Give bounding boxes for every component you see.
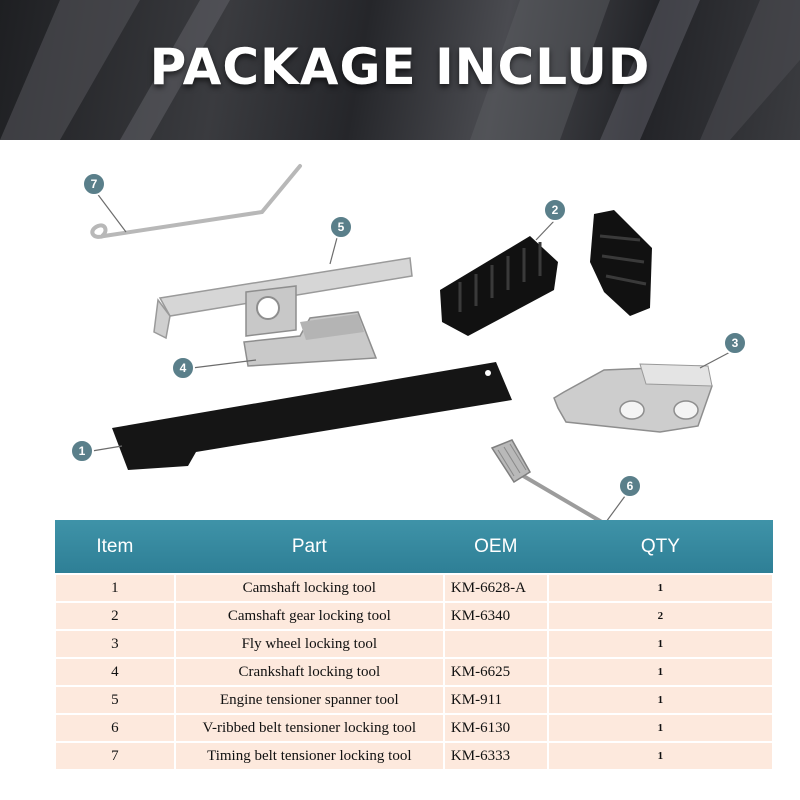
cell-qty: 1	[548, 630, 773, 658]
column-header-oem: OEM	[444, 520, 548, 574]
banner-title: PACKAGE INCLUD	[149, 38, 651, 96]
cell-qty: 1	[548, 574, 773, 602]
cell-part: Crankshaft locking tool	[175, 658, 444, 686]
table-row	[55, 714, 773, 742]
cell-oem: KM-6333	[444, 742, 548, 770]
callout-3	[724, 332, 746, 354]
cell-item: 4	[55, 658, 175, 686]
cell-item: 5	[55, 686, 175, 714]
camshaft-locking-tool-image	[112, 362, 512, 470]
cell-oem: KM-6130	[444, 714, 548, 742]
cell-part: Camshaft gear locking tool	[175, 602, 444, 630]
cell-part: Timing belt tensioner locking tool	[175, 742, 444, 770]
cell-oem: KM-911	[444, 686, 548, 714]
cell-item: 1	[55, 574, 175, 602]
cell-qty: 2	[548, 602, 773, 630]
column-header-item: Item	[55, 520, 175, 574]
cell-qty: 1	[548, 714, 773, 742]
engine-tensioner-spanner-tool-image	[154, 258, 412, 338]
cell-part: Fly wheel locking tool	[175, 630, 444, 658]
cell-item: 7	[55, 742, 175, 770]
cell-oem: KM-6628-A	[444, 574, 548, 602]
cell-oem: KM-6625	[444, 658, 548, 686]
cell-qty: 1	[548, 686, 773, 714]
table-header-row	[55, 520, 773, 574]
v-ribbed-belt-tensioner-locking-tool-image	[492, 440, 612, 520]
svg-text:6: 6	[626, 479, 634, 493]
callout-4	[172, 357, 194, 379]
callout-1	[71, 440, 93, 462]
column-header-part: Part	[175, 520, 444, 574]
callout-2	[544, 199, 566, 221]
svg-text:4: 4	[179, 361, 187, 375]
tools-illustration	[0, 140, 800, 520]
table-row	[55, 574, 773, 602]
cell-item: 3	[55, 630, 175, 658]
cell-part: Engine tensioner spanner tool	[175, 686, 444, 714]
svg-text:7: 7	[90, 177, 98, 191]
cell-qty: 1	[548, 658, 773, 686]
header-banner	[0, 0, 800, 140]
svg-text:5: 5	[337, 220, 345, 234]
cell-item: 2	[55, 602, 175, 630]
timing-belt-tensioner-locking-tool-image	[92, 166, 300, 237]
cell-part: V-ribbed belt tensioner locking tool	[175, 714, 444, 742]
table-row	[55, 602, 773, 630]
table-row	[55, 658, 773, 686]
callout-6	[619, 475, 641, 497]
table-row	[55, 742, 773, 770]
column-header-qty: QTY	[548, 520, 773, 574]
svg-text:1: 1	[78, 444, 86, 458]
cell-oem	[444, 630, 548, 658]
callout-5	[330, 216, 352, 238]
svg-text:3: 3	[731, 336, 739, 350]
svg-text:2: 2	[551, 203, 559, 217]
cell-part: Camshaft locking tool	[175, 574, 444, 602]
parts-table	[54, 520, 774, 771]
cell-qty: 1	[548, 742, 773, 770]
callout-7	[83, 173, 105, 195]
cell-item: 6	[55, 714, 175, 742]
cell-oem: KM-6340	[444, 602, 548, 630]
table-row	[55, 686, 773, 714]
fly-wheel-locking-tool-image	[554, 364, 712, 432]
table-row	[55, 630, 773, 658]
